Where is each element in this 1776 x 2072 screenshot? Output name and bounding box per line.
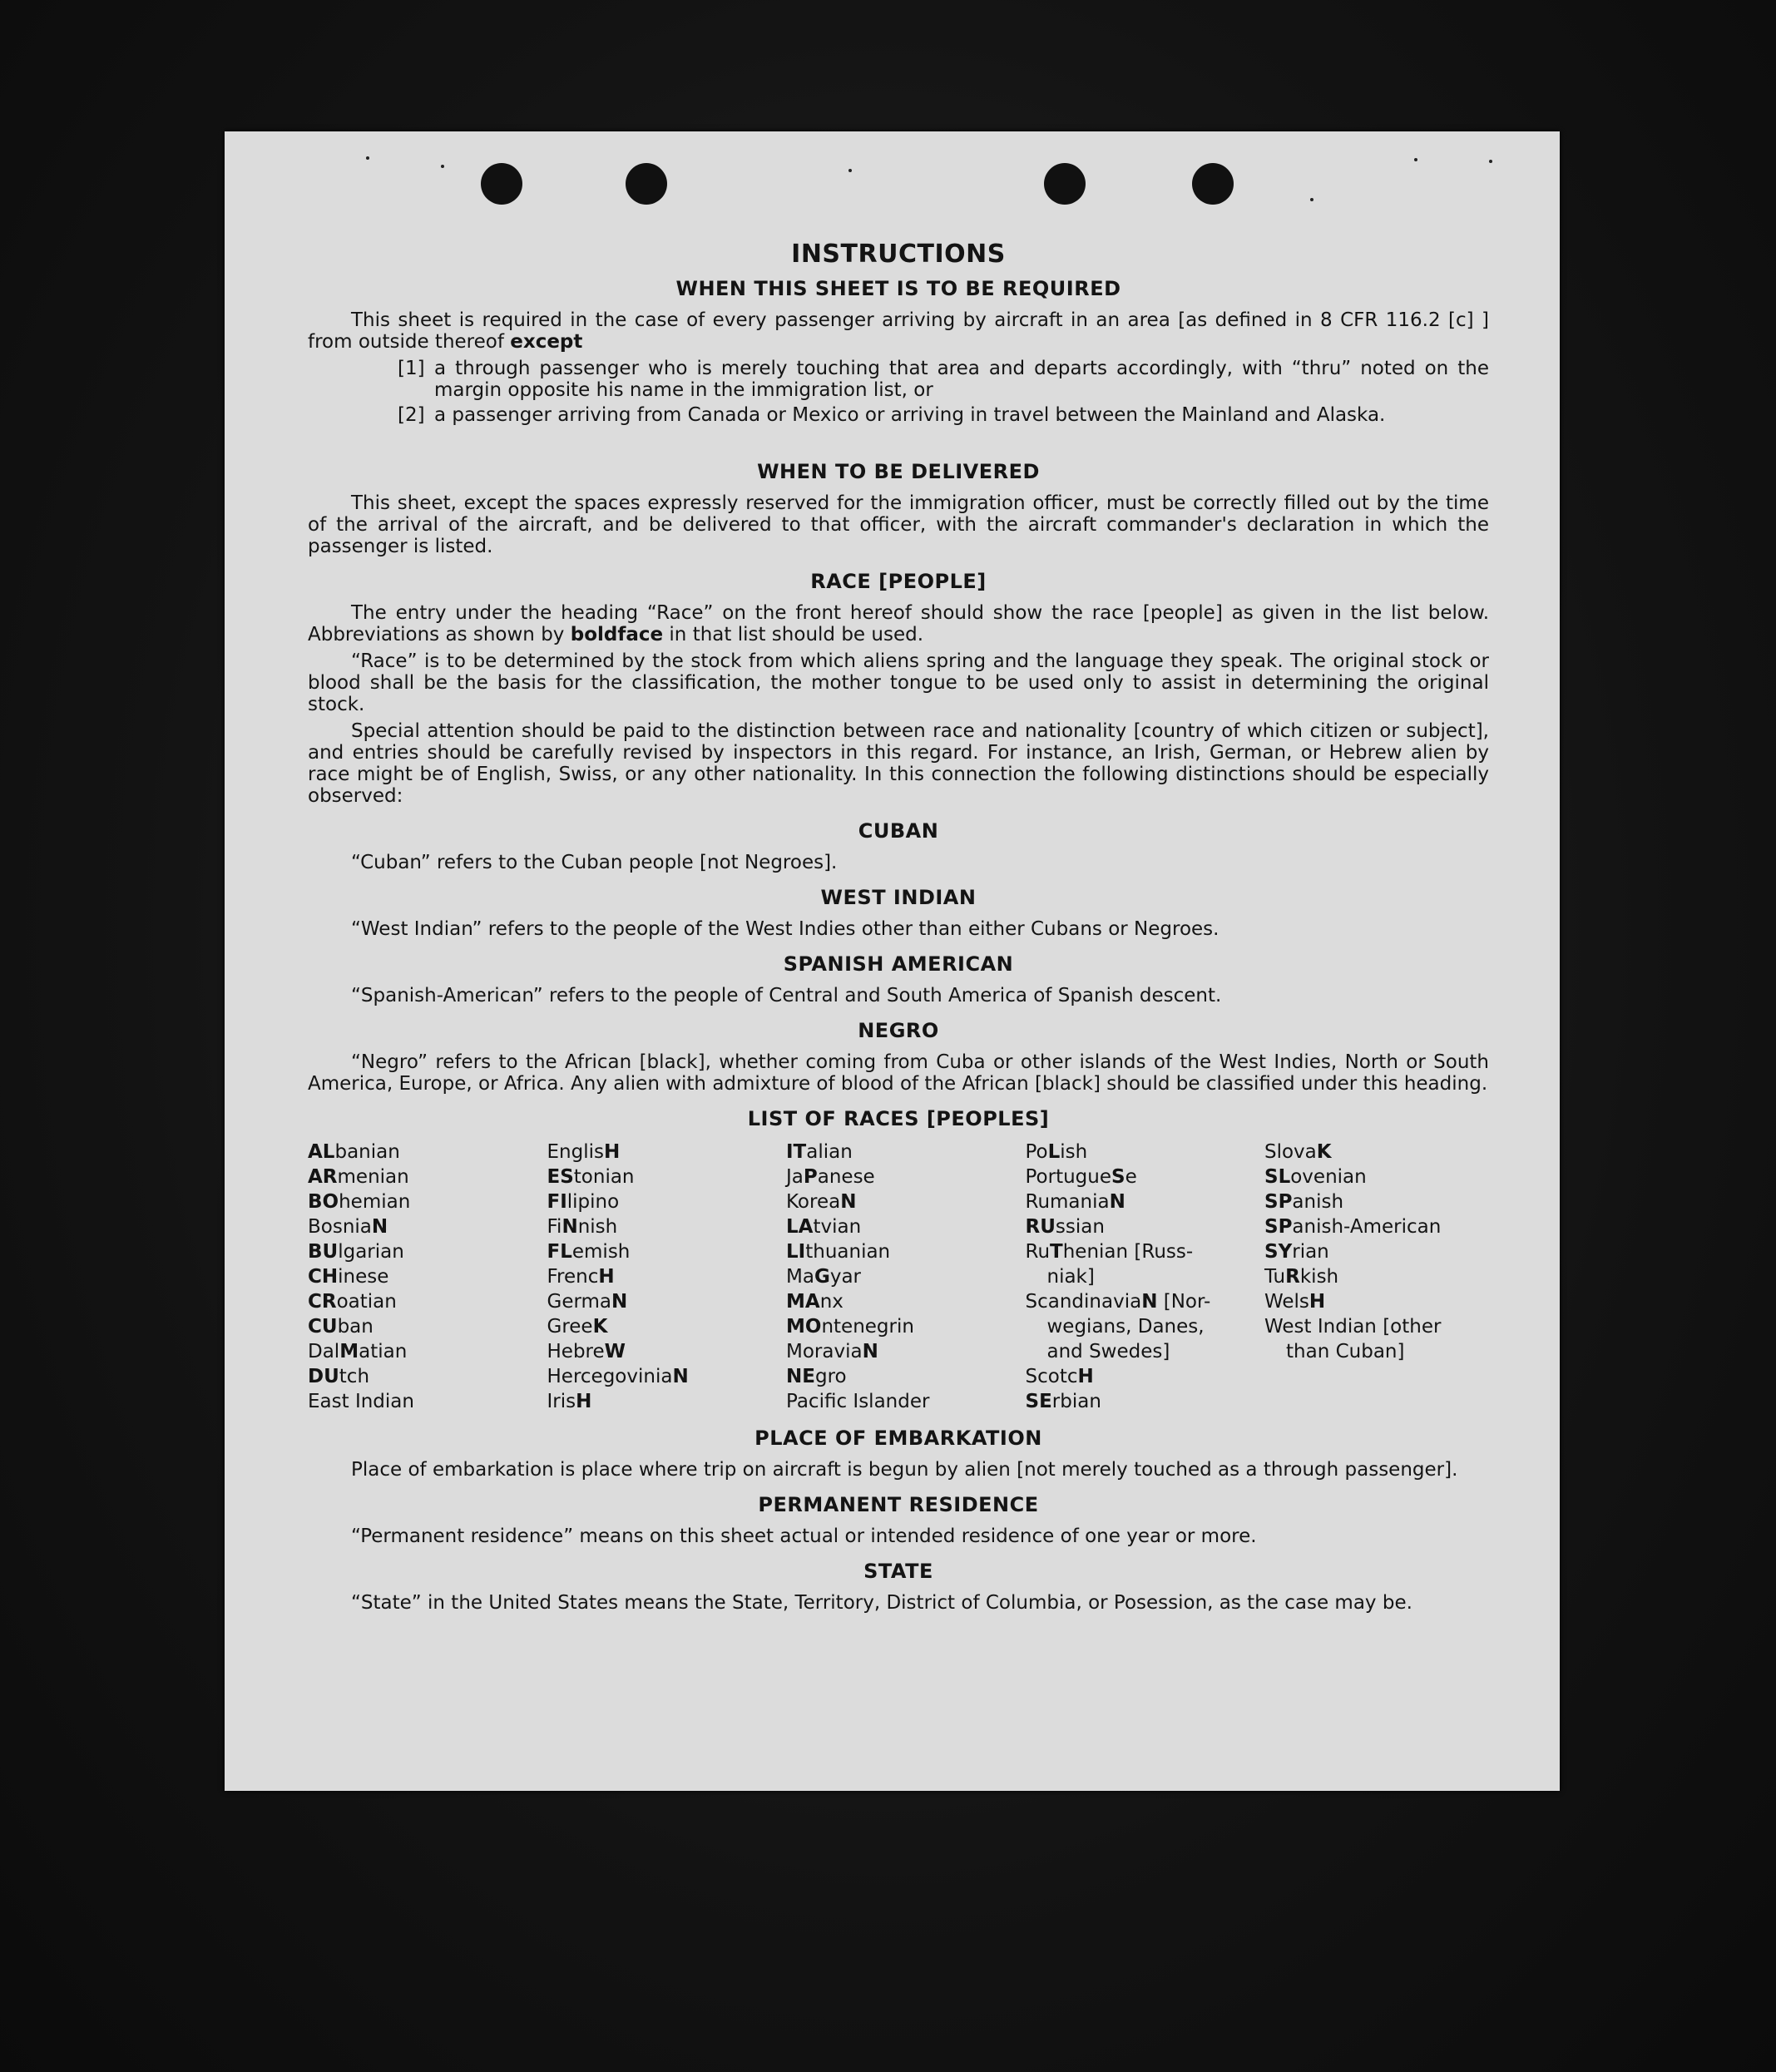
race-entry-continued: and Swedes] — [1046, 1341, 1170, 1362]
race-entry: GermaN — [547, 1291, 628, 1313]
heading-spanish-american: SPANISH AMERICAN — [783, 952, 1014, 976]
race-entry: ALbanian — [308, 1141, 400, 1163]
race-entry: SErbian — [1025, 1391, 1101, 1412]
race-entry-continued: wegians, Danes, — [1046, 1316, 1205, 1338]
race-entry: ARmenian — [308, 1166, 409, 1188]
race-entry: SPanish — [1264, 1191, 1344, 1213]
state-text: “State” in the United States means the State, Territory, District of Columbia, or Posession, as the case may be. — [351, 1592, 1412, 1614]
race-entry: FiNnish — [547, 1216, 618, 1238]
race-paragraph-3: Special attention should be paid to the distinction between race and nationality [country of which citizen or subject], and entries should be carefully revised by inspectors in this regard. For instance, an Irish, German, or Hebrew alien by race might be of English, Swiss, or any other nationality. In this connection the following distinctions should be especially observed: — [308, 720, 1489, 807]
list-number: [2] — [398, 404, 425, 426]
races-column — [1264, 1140, 1489, 1414]
boldface-keyword: boldface — [570, 624, 664, 645]
heading-embarkation: PLACE OF EMBARKATION — [754, 1427, 1042, 1450]
race-entry: CUban — [308, 1316, 374, 1338]
race-entry: WelsH — [1264, 1291, 1326, 1313]
race-entry: Pacific Islander — [786, 1391, 930, 1412]
races-column — [308, 1140, 532, 1414]
race-entry: FLemish — [547, 1241, 631, 1263]
race-entry: SlovaK — [1264, 1141, 1332, 1163]
list-number: [1] — [398, 358, 425, 379]
dust-speck — [366, 156, 369, 160]
race-entry: RumaniaN — [1025, 1191, 1125, 1213]
race-entry: SPanish-American — [1264, 1216, 1442, 1238]
race-entry: ScotcH — [1025, 1366, 1094, 1387]
punch-hole — [481, 163, 522, 205]
race-entry: BUlgarian — [308, 1241, 404, 1263]
race-entry: GreeK — [547, 1316, 608, 1338]
race-entry: SYrian — [1264, 1241, 1329, 1263]
punch-hole — [1192, 163, 1234, 205]
instruction-sheet — [225, 131, 1560, 1791]
when-required-intro: This sheet is required in the case of every passenger arriving by aircraft in an area [as defined in 8 CFR 116.2 [c] ] from outside thereof except — [308, 309, 1489, 353]
race-entry: MaGyar — [786, 1266, 862, 1288]
race-entry: EnglisH — [547, 1141, 621, 1163]
instructions-content — [308, 240, 1489, 1619]
race-entry: EStonian — [547, 1166, 635, 1188]
race-entry: KoreaN — [786, 1191, 857, 1213]
list-text: a passenger arriving from Canada or Mexico or arriving in travel between the Mainland and Alaska. — [434, 404, 1386, 426]
race-entry: MoraviaN — [786, 1341, 878, 1362]
races-column — [547, 1140, 772, 1414]
spanish-american-text: “Spanish-American” refers to the people of Central and South America of Spanish descent. — [351, 985, 1222, 1006]
embarkation-text: Place of embarkation is place where trip on aircraft is begun by alien [not merely touched as a through passenger]. — [351, 1459, 1458, 1481]
race-entry: MOntenegrin — [786, 1316, 914, 1338]
dust-speck — [1414, 158, 1417, 161]
race-entry: HebreW — [547, 1341, 626, 1362]
heading-when-delivered: WHEN TO BE DELIVERED — [757, 460, 1040, 483]
races-list — [308, 1140, 1489, 1414]
dust-speck — [1489, 160, 1492, 163]
spacer — [308, 426, 1489, 459]
race-entry: LIthuanian — [786, 1241, 891, 1263]
race-entry-continued: than Cuban] — [1286, 1341, 1405, 1362]
heading-race: RACE [PEOPLE] — [810, 570, 987, 593]
race-entry: JaPanese — [786, 1166, 875, 1188]
race-entry: RUssian — [1025, 1216, 1105, 1238]
race-entry: MAnx — [786, 1291, 843, 1313]
page-title: INSTRUCTIONS — [791, 240, 1006, 269]
heading-negro: NEGRO — [858, 1019, 939, 1042]
race-entry: IrisH — [547, 1391, 592, 1412]
race-entry: East Indian — [308, 1391, 414, 1412]
race-entry: ScandinaviaN [Nor- — [1025, 1291, 1211, 1313]
race-paragraph-1: The entry under the heading “Race” on the front hereof should show the race [people] as given in the list below. Abbreviations as shown by boldface in that list should be used. — [308, 602, 1489, 645]
race-entry: PoLish — [1025, 1141, 1088, 1163]
west-indian-text: “West Indian” refers to the people of the West Indies other than either Cubans or Negroes. — [351, 918, 1219, 940]
list-text: a through passenger who is merely touching that area and departs accordingly, with “thru” noted on the margin opposite his name in the immigration list, or — [434, 358, 1489, 401]
race-paragraph-2: “Race” is to be determined by the stock from which aliens spring and the language they speak. The original stock or blood shall be the basis for the classification, the mother tongue to be used only to assist in determining the original stock. — [308, 650, 1489, 715]
list-item — [398, 404, 1489, 426]
race-entry: DalMatian — [308, 1341, 408, 1362]
residence-text: “Permanent residence” means on this sheet actual or intended residence of one year or more. — [351, 1526, 1257, 1547]
race-entry: West Indian [other — [1264, 1316, 1442, 1338]
race-entry: CHinese — [308, 1266, 389, 1288]
dust-speck — [848, 169, 852, 172]
list-item — [398, 358, 1489, 401]
dust-speck — [1310, 198, 1313, 201]
heading-state: STATE — [863, 1560, 933, 1583]
punch-hole — [626, 163, 667, 205]
race-entry: DUtch — [308, 1366, 370, 1387]
race-entry-continued: niak] — [1046, 1266, 1095, 1288]
race-entry: BosniaN — [308, 1216, 388, 1238]
race-entry: CRoatian — [308, 1291, 397, 1313]
heading-list-of-races: LIST OF RACES [PEOPLES] — [747, 1107, 1050, 1130]
race-entry: LAtvian — [786, 1216, 862, 1238]
cuban-text: “Cuban” refers to the Cuban people [not Negroes]. — [351, 852, 838, 873]
heading-when-required: WHEN THIS SHEET IS TO BE REQUIRED — [675, 277, 1121, 300]
races-column — [786, 1140, 1011, 1414]
race-entry: RuThenian [Russ- — [1025, 1241, 1194, 1263]
when-delivered-text: This sheet, except the spaces expressly reserved for the immigration officer, must be correctly filled out by the time of the arrival of the aircraft, and be delivered to that officer, with the aircraft commander's declaration in which the passenger is listed. — [308, 492, 1489, 557]
race-entry: PortugueSe — [1025, 1166, 1137, 1188]
punch-hole — [1044, 163, 1086, 205]
race-entry: TuRkish — [1264, 1266, 1339, 1288]
negro-text: “Negro” refers to the African [black], whether coming from Cuba or other islands of the West Indies, North or South America, Europe, or Africa. Any alien with admixture of blood of the African [black] should be classified under this heading. — [308, 1051, 1489, 1095]
race-entry: NEgro — [786, 1366, 847, 1387]
heading-cuban: CUBAN — [858, 819, 939, 843]
except-keyword: except — [510, 331, 583, 353]
race-entry: HercegoviniaN — [547, 1366, 689, 1387]
heading-permanent-residence: PERMANENT RESIDENCE — [758, 1493, 1039, 1516]
race-entry: FIlipino — [547, 1191, 620, 1213]
dust-speck — [441, 165, 444, 168]
race-entry: ITalian — [786, 1141, 853, 1163]
race-entry: BOhemian — [308, 1191, 411, 1213]
race-entry: SLovenian — [1264, 1166, 1367, 1188]
race-entry: FrencH — [547, 1266, 615, 1288]
heading-west-indian: WEST INDIAN — [820, 886, 977, 909]
races-column — [1026, 1140, 1250, 1414]
